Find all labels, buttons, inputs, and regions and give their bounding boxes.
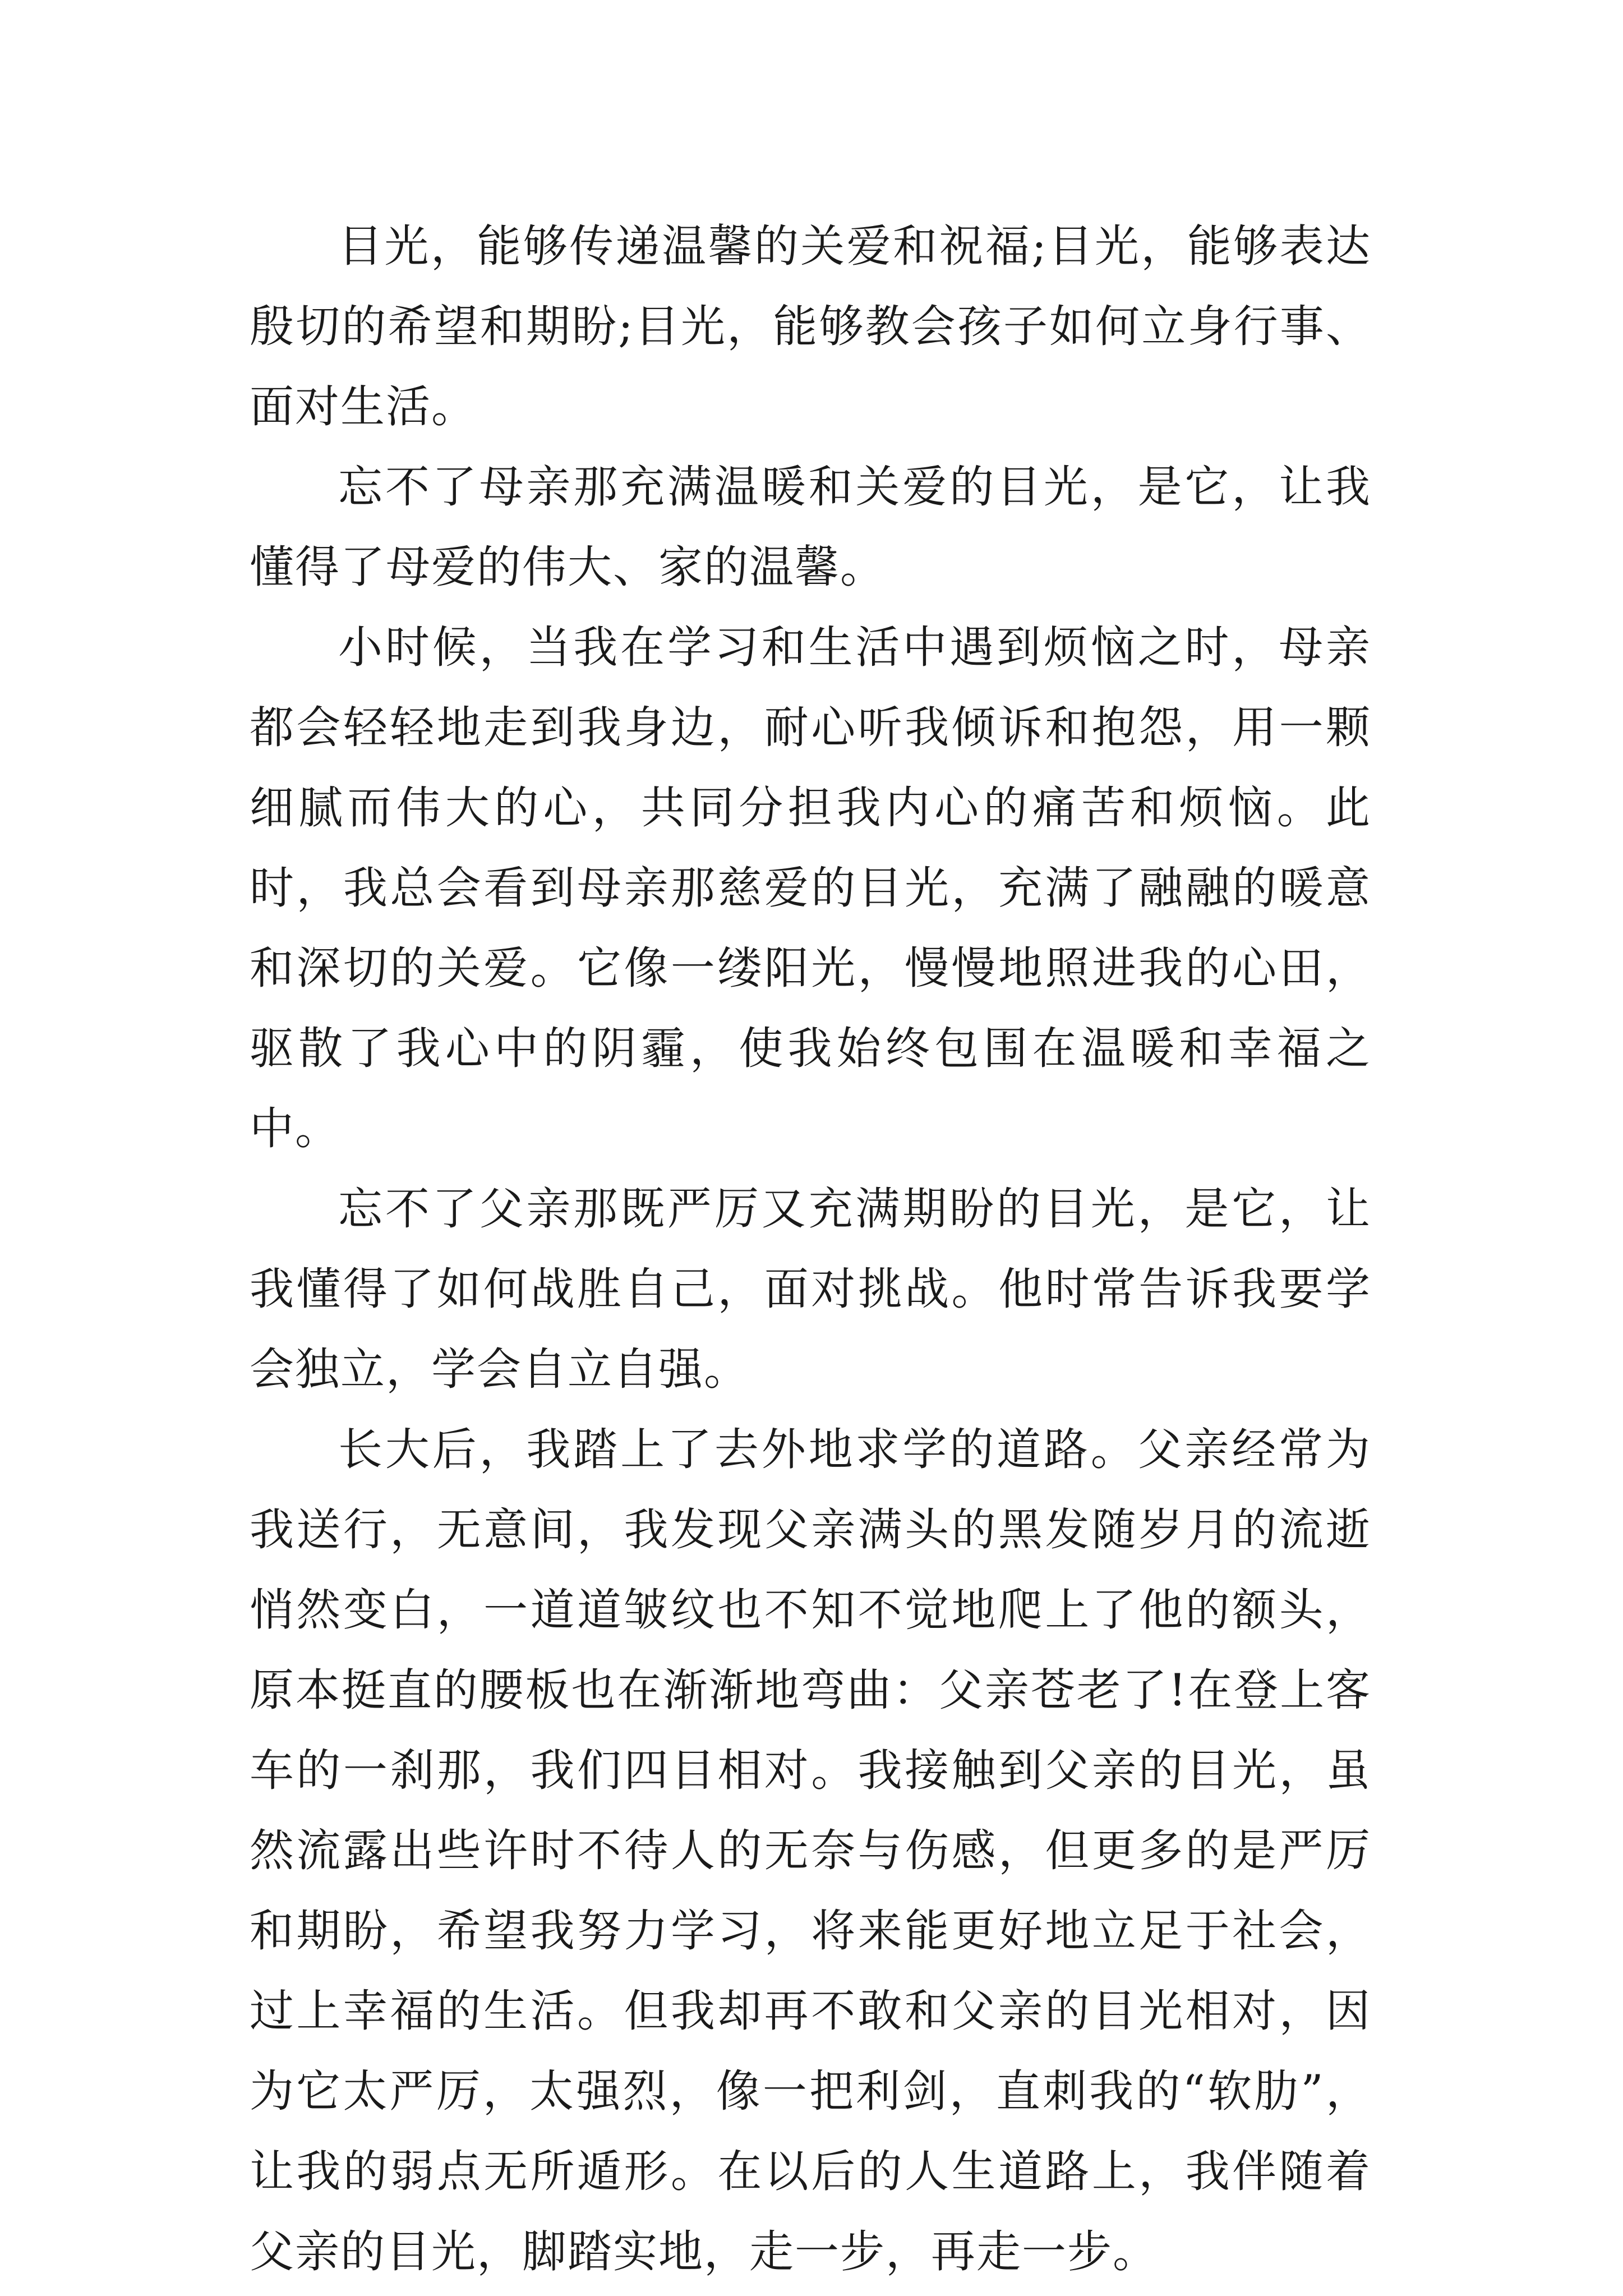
paragraph: 忘不了母亲那充满温暖和关爱的目光，是它，让我懂得了母爱的伟大、家的温馨。 <box>250 461 1371 593</box>
paragraph: 小时候，当我在学习和生活中遇到烦恼之时，母亲都会轻轻地走到我身边，耐心听我倾诉和抱怨，用一颗细腻而伟大的心，共同分担我内心的痛苦和烦恼。此时，我总会看到母亲那慈爱的目光，充满了融融的暖意和深切的关爱。它像一缕阳光，慢慢地照进我的心田，驱散了我心中的阴霾，使我始终包围在温暖和幸福之中。 <box>250 622 1371 1154</box>
paragraph: 长大后，我踏上了去外地求学的道路。父亲经常为我送行，无意间，我发现父亲满头的黑发随岁月的流逝悄然变白，一道道皱纹也不知不觉地爬上了他的额头，原本挺直的腰板也在渐渐地弯曲：父亲苍老了!在登上客车的一刹那，我们四目相对。我接触到父亲的目光，虽然流露出些许时不待人的无奈与伤感，但更多的是严厉和期盼，希望我努力学习，将来能更好地立足于社会，过上幸福的生活。但我却再不敢和父亲的目光相对，因为它太严厉，太强烈，像一把利剑，直刺我的“软肋”，让我的弱点无所遁形。在以后的人生道路上，我伴随着父亲的目光，脚踏实地，走一步，再走一步。 <box>250 1424 1371 2277</box>
paragraph: 目光，能够传递温馨的关爱和祝福;目光，能够表达殷切的希望和期盼;目光，能够教会孩子如何立身行事、面对生活。 <box>250 220 1371 432</box>
paragraph: 忘不了父亲那既严厉又充满期盼的目光，是它，让我懂得了如何战胜自己，面对挑战。他时常告诉我要学会独立，学会自立自强。 <box>250 1183 1371 1395</box>
document-body <box>250 206 1371 2292</box>
